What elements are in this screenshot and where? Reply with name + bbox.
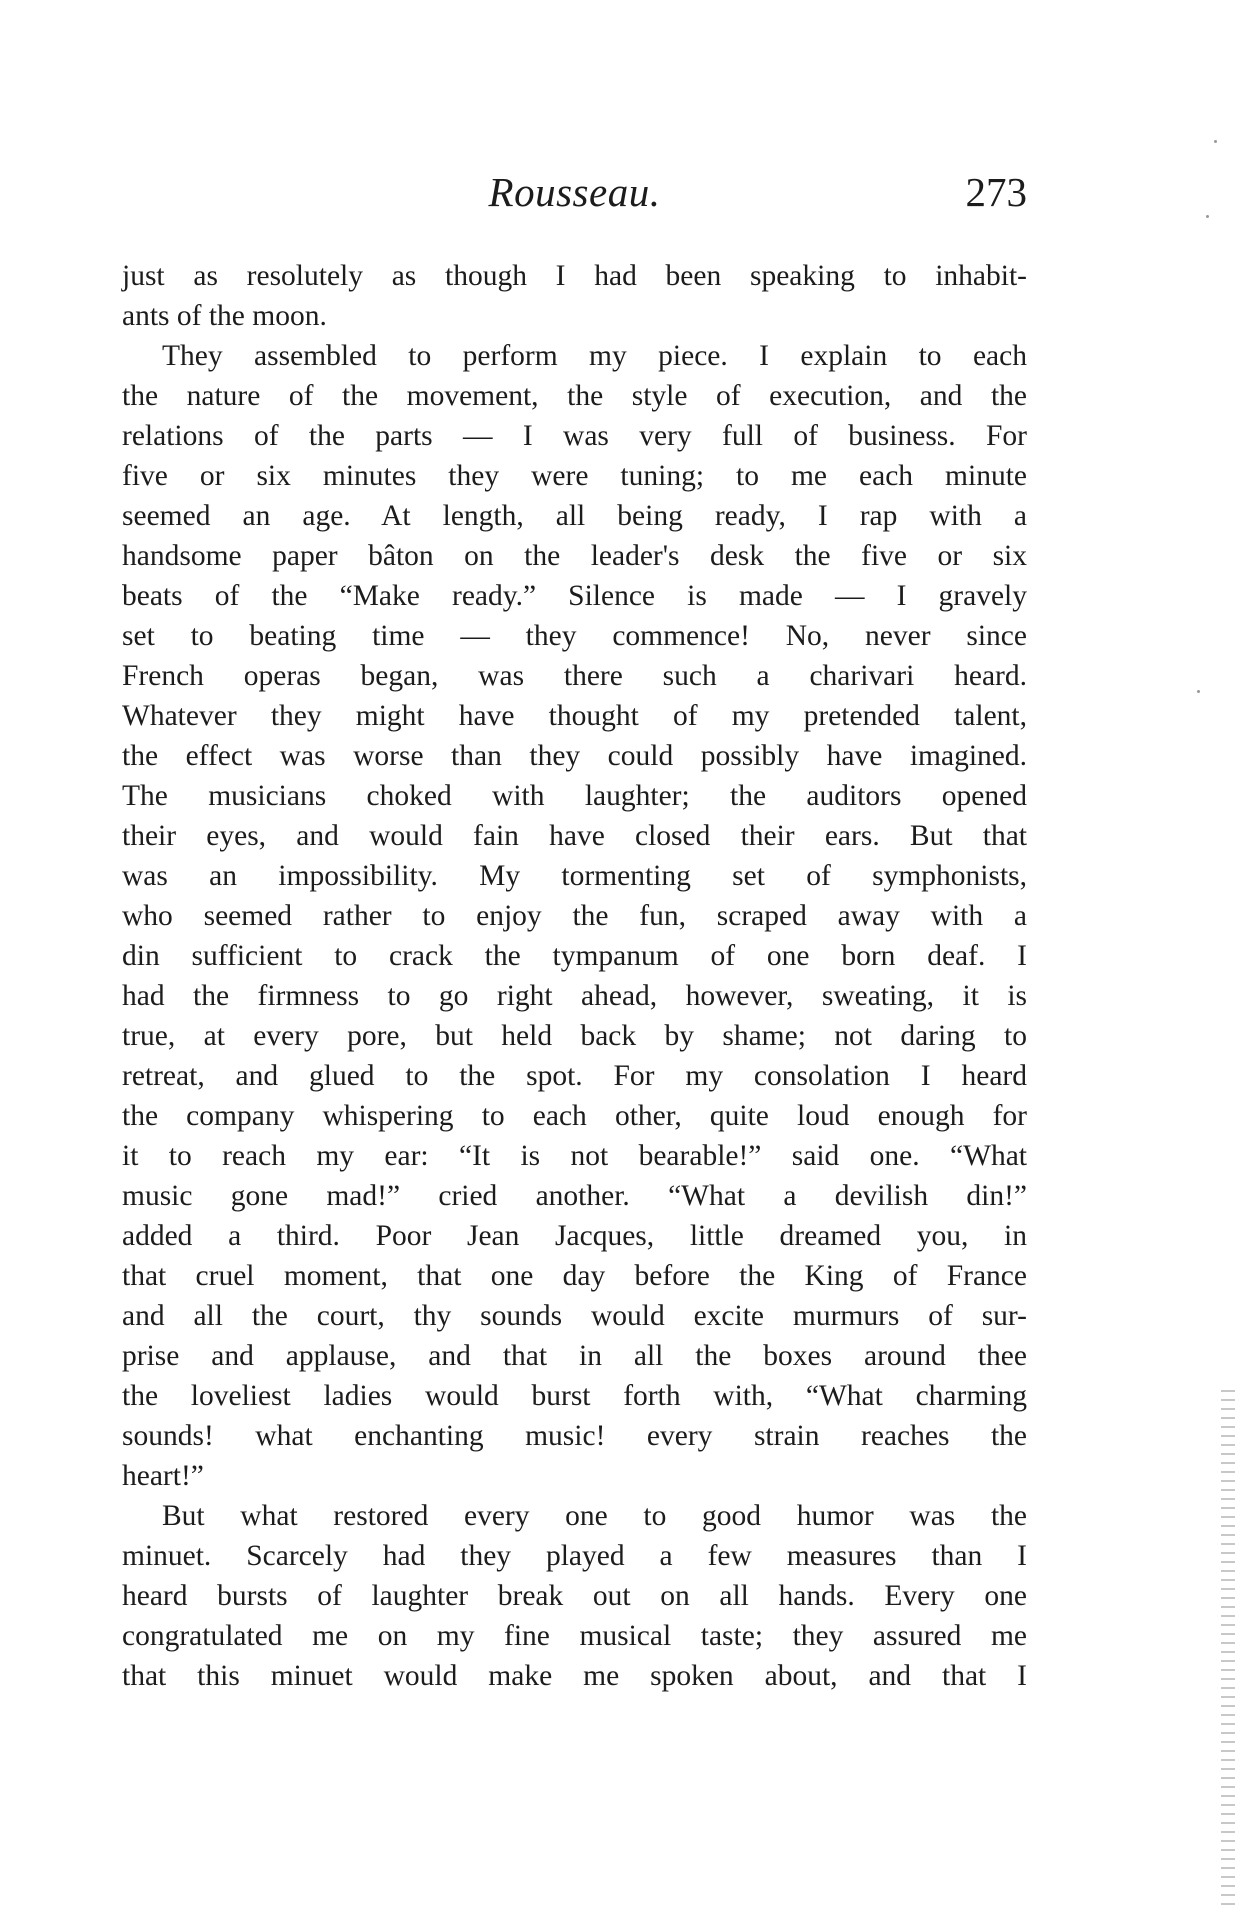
text-line: din sufficient to crack the tympanum of one born deaf. I	[122, 940, 1027, 972]
text-line: handsome paper bâton on the leader's desk the five or six	[122, 540, 1027, 572]
text-line: congratulated me on my fine musical taste; they assured me	[122, 1620, 1027, 1652]
text-line: beats of the “Make ready.” Silence is made — I gravely	[122, 580, 1027, 612]
scan-speck	[1197, 690, 1200, 693]
text-line: relations of the parts — I was very full of business. For	[122, 420, 1027, 452]
scan-speck	[1206, 215, 1209, 218]
text-line: and all the court, thy sounds would excite murmurs of sur-	[122, 1300, 1027, 1332]
text-line: The musicians choked with laughter; the auditors opened	[122, 780, 1027, 812]
text-line: their eyes, and would fain have closed their ears. But that	[122, 820, 1027, 852]
text-line: that cruel moment, that one day before the King of France	[122, 1260, 1027, 1292]
text-line: the company whispering to each other, quite loud enough for	[122, 1100, 1027, 1132]
text-line: added a third. Poor Jean Jacques, little dreamed you, in	[122, 1220, 1027, 1252]
text-line: seemed an age. At length, all being ready, I rap with a	[122, 500, 1027, 532]
scan-speck	[1214, 140, 1217, 143]
text-line: had the firmness to go right ahead, however, sweating, it is	[122, 980, 1027, 1012]
text-line: was an impossibility. My tormenting set of symphonists,	[122, 860, 1027, 892]
text-line: sounds! what enchanting music! every strain reaches the	[122, 1420, 1027, 1452]
page-number: 273	[965, 169, 1027, 215]
text-line: prise and applause, and that in all the boxes around thee	[122, 1340, 1027, 1372]
text-line: minuet. Scarcely had they played a few measures than I	[122, 1540, 1027, 1572]
text-line: that this minuet would make me spoken about, and that I	[122, 1660, 1027, 1692]
text-line: the loveliest ladies would burst forth with, “What charming	[122, 1380, 1027, 1412]
text-line: just as resolutely as though I had been speaking to inhabit-	[122, 260, 1027, 292]
running-title: Rousseau.	[488, 169, 661, 215]
text-line: Whatever they might have thought of my pretended talent,	[122, 700, 1027, 732]
text-line: five or six minutes they were tuning; to me each minute	[122, 460, 1027, 492]
text-line: the nature of the movement, the style of execution, and the	[122, 380, 1027, 412]
text-line: heart!”	[122, 1460, 204, 1492]
text-line: ants of the moon.	[122, 300, 327, 332]
text-line: the effect was worse than they could possibly have imagined.	[122, 740, 1027, 772]
text-line: music gone mad!” cried another. “What a devilish din!”	[122, 1180, 1027, 1212]
body-text	[122, 256, 1027, 1696]
page-header	[122, 168, 1027, 224]
text-line: true, at every pore, but held back by shame; not daring to	[122, 1020, 1027, 1052]
text-line: But what restored every one to good humor was the	[162, 1500, 1027, 1532]
text-line: retreat, and glued to the spot. For my consolation I heard	[122, 1060, 1027, 1092]
text-line: French operas began, was there such a charivari heard.	[122, 660, 1027, 692]
text-line: They assembled to perform my piece. I explain to each	[162, 340, 1027, 372]
text-line: who seemed rather to enjoy the fun, scraped away with a	[122, 900, 1027, 932]
text-line: it to reach my ear: “It is not bearable!” said one. “What	[122, 1140, 1027, 1172]
scan-edge-marks	[1221, 1390, 1235, 1910]
text-line: set to beating time — they commence! No, never since	[122, 620, 1027, 652]
text-line: heard bursts of laughter break out on all hands. Every one	[122, 1580, 1027, 1612]
